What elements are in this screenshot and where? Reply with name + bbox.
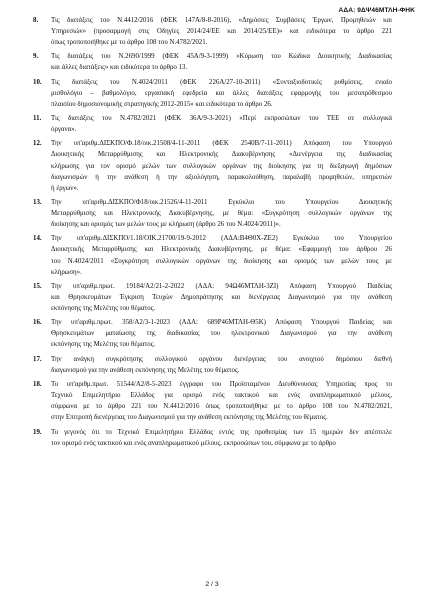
item-text-line: Την υπ'αριθμ.ΔΙΣΚΠΟ/1.18/ΟΙΚ.21700/19-9-2012 (ΑΔΑ:Β4Θ0Χ-ΖΕ2) Εγκύκλιο του Υπουργείου <box>51 235 392 243</box>
item-text-line: διαγωνισμών ή την ανάθεση ή την αξιολόγηση, παρακολούθηση, παραλαβή προμηθειών, υπηρεσιών <box>51 173 392 181</box>
ada-code: ΑΔΑ: 9ΔΨ46ΜΤΛΗ-ΦΗΚ <box>338 7 415 14</box>
item-text-line: Τεχνικό Επιμελητήριο Ελλάδος για ορισμό ενός τακτικού και ενός αναπληρωματικού μέλους, <box>51 392 392 400</box>
item-number: 16. <box>33 319 42 327</box>
item-text <box>51 427 392 449</box>
page-number: 2 / 3 <box>205 581 219 588</box>
item-text-line: Διοικητικής Μεταρρύθμισης και Ηλεκτρονικής Διακυβέρνησης «Διενέργεια της διαδικασίας <box>51 151 392 159</box>
item-text-line: κλήρωσης για τον ορισμό μελών των συλλογικών οργάνων της διοίκησης για τη διεξαγωγή δημόσιων <box>51 162 392 170</box>
item-text-line: Μεταρρύθμισης και Ηλεκτρονικής Διακυβέρνησης, με θέμα: «Συγκρότηση συλλογικών οργάνων της <box>51 210 392 218</box>
item-text-line: ή έργων». <box>51 184 79 192</box>
item-text-line: Διοικητικής Μεταρρύθμισης και Ηλεκτρονικής Διακυβέρνησης, με θέμα: «Εφαρμογή του άρθρου 26 <box>51 246 392 254</box>
item-number: 17. <box>33 355 42 363</box>
item-text-line: διοίκησης και ορισμός των μελών τους με κλήρωση (άρθρο 26 του Ν.4024/2011)». <box>51 221 281 229</box>
item-text-line: εκπόνησης της Μελέτης του θέματος. <box>51 305 156 313</box>
item-text-line: εκπόνησης της Μελέτης του θέματος. <box>51 341 156 349</box>
item-text-line: Τις διατάξεις του Ν.4412/2016 (ΦΕΚ 147Α/8-8-2016), «Δημόσιες Συμβάσεις Έργων, Προμηθειών και <box>51 17 392 24</box>
item-number: 19. <box>33 428 42 436</box>
item-text-line: και άλλες διατάξεις» και ειδικότερα το άρθρο 13. <box>51 64 188 72</box>
item-text-line: Θρησκευμάτων ματαίωσης της διαδικασίας του ηλεκτρονικού Διαγωνισμού για την ανάθεση <box>51 330 392 338</box>
item-text <box>51 317 392 350</box>
item-text <box>51 233 392 277</box>
item-text-line: τον ορισμό ενός τακτικού και ενός αναπληρωματικού μέλους, εκπροσώπων του, σύμφωνα με το άρθρο <box>51 439 336 447</box>
item-text-line: Την υπ'αριθμ.ΔΙΣΚΠΟ/Φ.18/οικ.21508/4-11-2011 (ΦΕΚ 2540Β/7-11-2011) Απόφαση του Υπουργού <box>51 140 392 148</box>
item-number: 12. <box>33 140 42 148</box>
item-number: 9. <box>33 53 39 61</box>
item-text-line: όργανα». <box>51 126 77 134</box>
item-text-line: Το γεγονός ότι το Τεχνικό Επιμελητήριο Ελλάδος εντός της προθεσμίας των 15 ημερών δεν απέστειλε <box>51 428 392 436</box>
item-number: 11. <box>33 115 42 123</box>
item-text-line: Υπηρεσιών» (προσαρμογή στις Οδηγίες 2014/24/ΕΕ και 2014/25/ΕΕ)» και ειδικότερα το άρθρο 221 <box>51 28 392 36</box>
item-text-line: όπως τροποποιήθηκε με το άρθρο 108 του Ν.4782/2021. <box>51 39 208 47</box>
item-text <box>51 113 392 135</box>
item-text-line: και Θρησκευμάτων Έγκριση Τευχών Δημοπράτησης και διενέργειας Διαγωνισμού για την ανάθεση <box>51 293 392 301</box>
item-text <box>51 197 392 230</box>
item-number: 14. <box>33 235 42 243</box>
item-text-line: Την υπ'αριθμ.πρωτ. 358/Α2/3-1-2023 (ΑΔΑ: 689Ρ46ΜΤΛΗ-Θ5Κ) Απόφαση Υπουργού Παιδείας και <box>51 319 392 327</box>
item-text-line: του Ν.4024/2011 «Συγκρότηση συλλογικών οργάνων της διοίκησης και ορισμός των μελών τους με <box>51 257 392 265</box>
item-text <box>51 379 392 423</box>
item-text-line: πλαισίου δημοσιονομικής στρατηγικής 2012-2015» και ειδικότερα το άρθρο 26. <box>51 100 273 108</box>
item-text-line: Τις διατάξεις του Ν.4024/2011 (ΦΕΚ 226Α/27-10-2011) «Συνταξιοδοτικές ρυθμίσεις, ενιαίο <box>51 78 392 86</box>
item-text-line: Τις διατάξεις του Ν.4782/2021 (ΦΕΚ 36Α/9-3-2021) «Περί εκπροσώπων του ΤΕΕ σε συλλογικά <box>51 115 392 123</box>
item-number: 8. <box>33 17 39 24</box>
item-text-line: σύμφωνα με το άρθρο 221 του Ν.4412/2016 όπως τροποποιήθηκε με το άρθρο 108 του Ν.4782/2021, <box>51 403 392 411</box>
item-text-line: κλήρωση». <box>51 268 82 276</box>
item-text <box>51 138 392 193</box>
item-number: 18. <box>33 381 42 388</box>
item-text-line: Την υπ'αριθμ.πρωτ. 19184/Α2/21-2-2022 (ΑΔΑ: 94Ω46ΜΤΛΗ-3ΖΙ) Απόφαση Υπουργού Παιδείας <box>51 282 392 290</box>
item-text-line: Τις διατάξεις του Ν.2690/1999 (ΦΕΚ 45Α/9-3-1999) «Κύρωση του Κώδικα Διοικητικής Διαδικασίας <box>51 53 392 61</box>
item-text <box>51 77 392 110</box>
item-text-line: στην Επιτροπή διενέργειας του Διαγωνισμού για την ανάθεση εκπόνησης της Μελέτης του θέματος. <box>51 414 328 422</box>
item-text <box>51 281 392 314</box>
item-text <box>51 15 392 48</box>
item-number: 10. <box>33 78 42 86</box>
item-text-line: μισθολόγιο – βαθμολόγιο, εργασιακή εφεδρεία και άλλες διατάξεις εφαρμογής του μεσοπρόθεσμου <box>51 89 392 97</box>
item-text-line: Την υπ'αριθμ.ΔΙΣΚΠΟ/Φ18/οικ.21526/4-11-2011 Εγκύκλιο του Υπουργείου Διοικητικής <box>51 199 392 206</box>
item-text-line: διαγωνισμού για την ανάθεση εκπόνησης της Μελέτης του θέματος. <box>51 366 240 374</box>
item-text-line: Το υπ'αριθμ.πρωτ. 51544/Α2/8-5-2023 έγγραφο του Προϊσταμένου Διευθύνουσας Υπηρεσίας προς το <box>51 381 392 388</box>
item-text <box>51 51 392 73</box>
item-number: 15. <box>33 282 42 290</box>
item-number: 13. <box>33 199 42 206</box>
item-text-line: Την ανάγκη συγκρότησης συλλογικού οργάνου διενέργειας του ανοιχτού δημόσιου διεθνή <box>51 355 392 363</box>
item-text <box>51 354 392 376</box>
